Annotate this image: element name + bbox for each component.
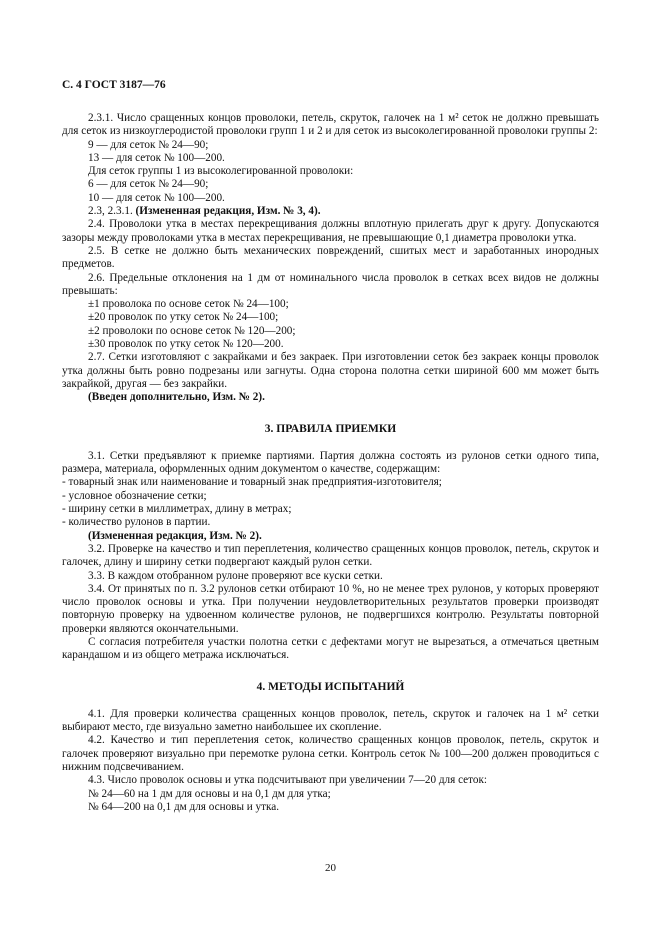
paragraph-4-1: 4.1. Для проверки количества сращенных концов проволок, петель, скруток и галочек на 1 м² сетки выбирают место, где визуально заметно наибольшее их скопление.	[62, 707, 599, 734]
amendment-note: (Измененная редакция, Изм. № 2).	[88, 529, 262, 542]
paragraph-3-2: 3.2. Проверке на качество и тип переплетения, количество сращенных концов проволок, петель, скруток и галочек, длину и ширину сетки подвергают каждый рулон сетки.	[62, 542, 599, 569]
list-item: - ширину сетки в миллиметрах, длину в метрах;	[62, 503, 292, 516]
paragraph-3-1: 3.1. Сетки предъявляют к приемке партиями. Партия должна состоять из рулонов сетки одного типа, размера, материала, оформленных одним документом о качестве, содержащим:	[62, 449, 599, 476]
list-item: - количество рулонов в партии.	[62, 516, 211, 529]
section-heading-3: 3. ПРАВИЛА ПРИЕМКИ	[264, 422, 397, 435]
list-item: 9 — для сеток № 24—90;	[88, 138, 209, 151]
list-item: 6 — для сеток № 24—90;	[88, 178, 209, 191]
list-item: 13 — для сеток № 100—200.	[88, 151, 225, 164]
paragraph-2-4: 2.4. Проволоки утка в местах перекрещивания должны вплотную прилегать друг к другу. Допускаются зазоры между проволоками утка в местах перекрещивания, не превышающие 0,1 диаметра проволоки утка.	[62, 218, 599, 244]
paragraph-2-7: 2.7. Сетки изготовляют с закрайками и без закраек. При изготовлении сеток без закраек концы проволок утка должны быть ровно подрезаны или загнуты. Одна сторона полотна сетки шириной 600 мм может быть закрайкой, другая — без закрайки.	[62, 351, 599, 390]
paragraph-3-4: 3.4. От принятых по п. 3.2 рулонов сетки отбирают 10 %, но не менее трех рулонов, у которых проверяют число проволок основы и утка. При получении неудовлетворительных результатов проверки производят повторную проверку на удвоенном количестве рулонов, не подвергшихся контролю. Результаты повторной проверки являются окончательными.	[62, 582, 599, 635]
paragraph-3-5: С согласия потребителя участки полотна сетки с дефектами могут не вырезаться, а отмечаться цветным карандашом и из общего метража исключаться.	[62, 635, 599, 662]
paragraph-4-2: 4.2. Качество и тип переплетения сеток, количество сращенных концов проволок, петель, скруток и галочек проверяют визуально при перемотке рулона сетки. Контроль сеток № 100—200 должен проводиться с нижним подсвечиванием.	[62, 734, 599, 774]
amendment-note	[62, 205, 599, 218]
list-item: ±2 проволоки по основе сеток № 120—200;	[88, 324, 296, 337]
list-item: - условное обозначение сетки;	[62, 489, 207, 502]
list-item: ±20 проволок по утку сеток № 24—100;	[88, 311, 279, 324]
paragraph-3-3: 3.3. В каждом отобранном рулоне проверяют все куски сетки.	[88, 569, 383, 582]
list-item: ±1 проволока по основе сеток № 24—100;	[88, 298, 289, 311]
list-item: - товарный знак или наименование и товарный знак предприятия-изготовителя;	[62, 476, 442, 489]
amendment-ref: 2.3, 2.3.1.	[88, 205, 133, 218]
paragraph-2-6: 2.6. Предельные отклонения на 1 дм от номинального числа проволок в сетках всех видов не должны превышать:	[62, 271, 599, 297]
section-heading-4: 4. МЕТОДЫ ИСПЫТАНИЙ	[256, 680, 405, 693]
amendment-note: (Введен дополнительно, Изм. № 2).	[88, 391, 265, 404]
page-number: 20	[325, 862, 336, 874]
page-header: С. 4 ГОСТ 3187—76	[62, 79, 166, 91]
list-item: ±30 проволок по утку сеток № 120—200.	[88, 338, 284, 351]
amendment-text: (Измененная редакция, Изм. № 3, 4).	[135, 205, 321, 218]
list-item: № 24—60 на 1 дм для основы и на 0,1 дм для утка;	[88, 787, 331, 800]
list-item: № 64—200 на 0,1 дм для основы и утка.	[88, 800, 280, 813]
list-item: 10 — для сеток № 100—200.	[88, 191, 225, 204]
page-content	[62, 112, 599, 814]
paragraph-2-3-1: 2.3.1. Число сращенных концов проволоки, петель, скруток, галочек на 1 м² сеток не должно превышать для сеток из низкоуглеродистой проволоки групп 1 и 2 и для сеток из высоколегированной проволоки группы 2:	[62, 112, 599, 138]
paragraph-4-3: 4.3. Число проволок основы и утка подсчитывают при увеличении 7—20 для сеток:	[88, 774, 488, 787]
paragraph-2-5: 2.5. В сетке не должно быть механических повреждений, сшитых мест и заработанных инородных предметов.	[62, 244, 599, 271]
group-1-title: Для сеток группы 1 из высоколегированной проволоки:	[88, 165, 354, 178]
